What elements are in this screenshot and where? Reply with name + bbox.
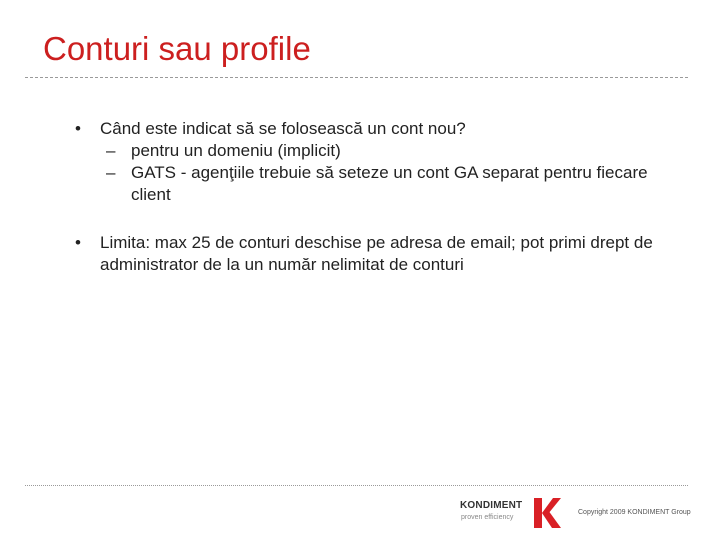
bullet-text: Limita: max 25 de conturi deschise pe adresa de email; pot primi drept de administrator de la un număr nelimitat de conturi	[100, 233, 653, 274]
dash-icon: –	[106, 163, 116, 182]
copyright-text: Copyright 2009 KONDIMENT Group	[578, 509, 691, 516]
bullet-spacer	[0, 206, 720, 232]
title-divider	[25, 77, 688, 78]
k-logo-icon	[531, 497, 561, 529]
bullet-item	[0, 118, 680, 140]
bullet-item	[0, 232, 680, 276]
slide-content	[0, 118, 720, 276]
dash-icon: –	[106, 141, 116, 160]
bullet-icon: •	[75, 119, 81, 138]
kondiment-logo	[460, 497, 560, 529]
logo-tagline: proven efficiency	[461, 514, 514, 521]
sub-bullet-item	[0, 140, 671, 162]
sub-bullet-text: GATS - agenţiile trebuie să seteze un cont GA separat pentru fiecare client	[131, 163, 648, 204]
logo-name: KONDIMENT	[460, 500, 523, 511]
footer-divider	[25, 485, 688, 486]
bullet-text: Când este indicat să se folosească un cont nou?	[100, 119, 466, 138]
bullet-icon: •	[75, 233, 81, 252]
sub-bullet-item	[0, 162, 671, 206]
slide-title: Conturi sau profile	[43, 30, 311, 67]
sub-bullet-text: pentru un domeniu (implicit)	[131, 141, 341, 160]
